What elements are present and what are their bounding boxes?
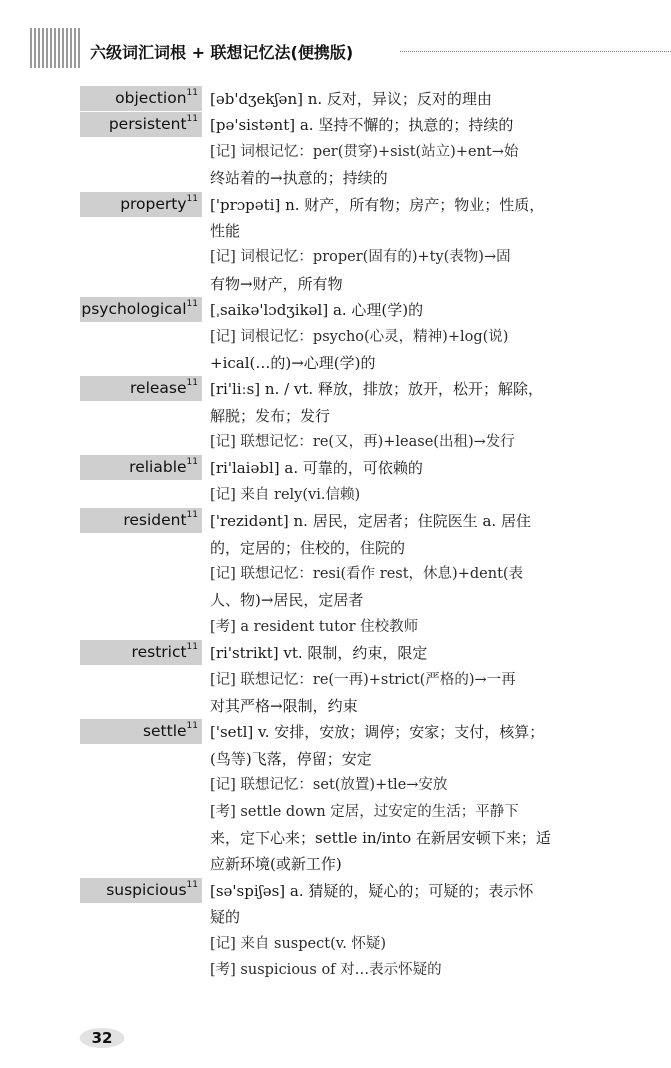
vocab-entry-resident xyxy=(0,508,671,640)
entry-line: [记] 联想记忆：resi(看作 rest，休息)+dent(表 xyxy=(210,566,524,583)
book-title: 六级词汇词根 + 联想记忆法(便携版) xyxy=(90,43,354,62)
page-number: 32 xyxy=(82,1024,122,1052)
vocab-entry-psychological xyxy=(0,297,671,376)
running-header xyxy=(0,28,671,68)
entry-body xyxy=(210,640,602,719)
entry-line: +ical(…的)→心理(学)的 xyxy=(210,353,376,372)
entry-line: [记] 词根记忆：proper(固有的)+ty(表物)→固 xyxy=(210,249,511,266)
entry-line: [记] 词根记忆：psycho(心灵，精神)+log(说) xyxy=(210,328,509,345)
entry-line: [考] suspicious of 对…表示怀疑的 xyxy=(210,961,442,978)
headword: objection xyxy=(115,89,187,107)
definition-line: ['prɔpəti] n. 财产，所有物；房产；物业；性质， xyxy=(210,195,545,214)
definition-line: ['rezidənt] n. 居民，定居者；住院医生 a. 居住 xyxy=(210,512,531,531)
entry-line: [考] a resident tutor 住校教师 xyxy=(210,618,419,635)
entry-body xyxy=(210,455,602,508)
entry-line: 有物→财产，所有物 xyxy=(210,274,343,293)
entry-line: 终站着的→执意的；持续的 xyxy=(210,169,388,188)
definition-line: [ri'strikt] vt. 限制，约束，限定 xyxy=(210,644,428,663)
headword-frequency: 11 xyxy=(186,378,198,389)
entry-body xyxy=(210,878,602,984)
entry-line: 来，定下心来；settle in/into 在新居安顿下来；适 xyxy=(210,828,551,847)
definition-line: [pə'sistənt] a. 坚持不懈的；执意的；持续的 xyxy=(210,116,514,135)
headword-box xyxy=(80,297,202,322)
entry-line: [记] 来自 suspect(v. 怀疑) xyxy=(210,935,387,952)
headword-box xyxy=(80,508,202,533)
vocab-entry-property xyxy=(0,192,671,298)
headword-box xyxy=(80,719,202,744)
definition-line: [sə'spiʃəs] a. 猜疑的，疑心的；可疑的；表示怀 xyxy=(210,881,534,900)
entry-line: [记] 联想记忆：set(放置)+tle→安放 xyxy=(210,777,448,794)
entry-line: 人、物)→居民，定居者 xyxy=(210,591,364,610)
headword-box xyxy=(80,455,202,480)
entry-body xyxy=(210,508,602,640)
headword-box xyxy=(80,86,202,111)
headword-frequency: 11 xyxy=(186,642,198,653)
vocabulary-entry-list xyxy=(0,86,671,983)
entry-body xyxy=(210,297,602,376)
entry-line: [考] settle down 定居，过安定的生活；平静下 xyxy=(210,803,519,820)
definition-line: [əb'dʒekʃən] n. 反对，异议；反对的理由 xyxy=(210,90,492,108)
definition-line: [ˌsaikə'lɔdʒikəl] a. 心理(学)的 xyxy=(210,301,424,320)
headword: release xyxy=(130,379,187,398)
headword-box xyxy=(80,640,202,665)
vocab-entry-reliable xyxy=(0,455,671,508)
entry-body xyxy=(210,86,602,112)
entry-line: 疑的 xyxy=(210,908,241,927)
headword: settle xyxy=(142,722,187,741)
headword-box xyxy=(80,112,202,137)
headword-frequency: 11 xyxy=(186,88,198,98)
entry-line: 应新环境(或新工作) xyxy=(210,855,342,874)
vocab-entry-persistent xyxy=(0,112,671,191)
vocab-entry-suspicious xyxy=(0,878,671,984)
headword: reliable xyxy=(129,458,187,477)
definition-line: ['setl] v. 安排，安放；调停；安家；支付，核算； xyxy=(210,723,545,742)
entry-line: 解脱；发布；发行 xyxy=(210,406,331,425)
headword-box xyxy=(80,878,202,903)
headword-frequency: 11 xyxy=(186,299,198,310)
entry-line: (鸟等)飞落，停留；安定 xyxy=(210,749,372,768)
headword-frequency: 11 xyxy=(186,457,198,468)
entry-line: 的，定居的；住校的，住院的 xyxy=(210,538,406,557)
entry-body xyxy=(210,719,602,877)
vocab-entry-objection xyxy=(0,86,671,112)
headword-frequency: 11 xyxy=(186,879,198,890)
entry-line: 性能 xyxy=(210,221,241,240)
headword-frequency: 11 xyxy=(186,510,198,521)
headword: resident xyxy=(123,511,187,530)
headword-frequency: 11 xyxy=(186,193,198,204)
entry-body xyxy=(210,112,602,191)
entry-line: 对其严格→限制，约束 xyxy=(210,696,358,715)
entry-line: [记] 词根记忆：per(贯穿)+sist(站立)+ent→始 xyxy=(210,143,519,160)
headword: restrict xyxy=(131,643,187,662)
vocab-entry-release xyxy=(0,376,671,455)
headword: suspicious xyxy=(106,880,187,899)
definition-line: [ri'liːs] n. / vt. 释放，排放；放开，松开；解除， xyxy=(210,380,543,399)
headword: psychological xyxy=(81,300,187,319)
headword: property xyxy=(120,194,187,213)
entry-line: [记] 联想记忆：re(一再)+strict(严格的)→一再 xyxy=(210,671,516,688)
entry-line: [记] 联想记忆：re(又，再)+lease(出租)→发行 xyxy=(210,434,515,451)
vocab-entry-restrict xyxy=(0,640,671,719)
definition-line: [ri'laiəbl] a. 可靠的，可依赖的 xyxy=(210,459,423,478)
entry-body xyxy=(210,376,602,455)
header-dotted-rule xyxy=(400,51,671,53)
headword-frequency: 11 xyxy=(186,114,198,125)
headword-box xyxy=(80,376,202,401)
entry-line: [记] 来自 rely(vi.信赖) xyxy=(210,486,361,503)
header-stripe-ornament xyxy=(30,28,82,68)
headword: persistent xyxy=(108,115,187,134)
headword-box xyxy=(80,192,202,217)
vocab-entry-settle xyxy=(0,719,671,877)
entry-body xyxy=(210,192,602,298)
headword-frequency: 11 xyxy=(186,721,198,732)
